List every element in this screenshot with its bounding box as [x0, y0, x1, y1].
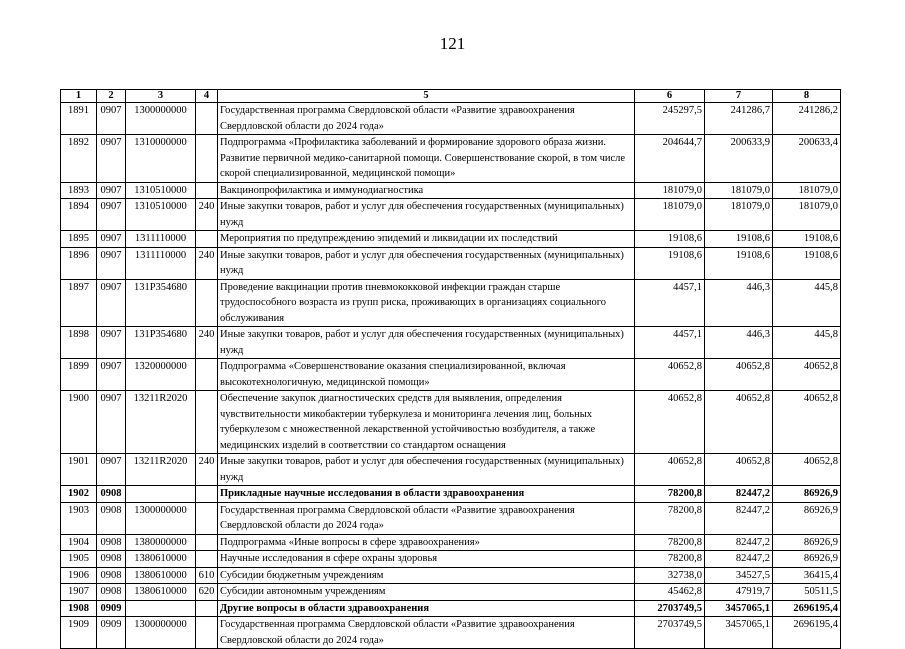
- description-cell: Иные закупки товаров, работ и услуг для обеспечения государственных (муниципальных) нужд: [218, 247, 635, 279]
- section-code-cell: 0907: [97, 454, 126, 486]
- amount-year1-cell: 204644,7: [635, 135, 705, 183]
- target-code-cell: [126, 600, 196, 617]
- expense-type-cell: 240: [196, 454, 218, 486]
- amount-year2-cell: 34527,5: [705, 567, 773, 584]
- table-row: [61, 486, 841, 503]
- section-code-cell: 0908: [97, 534, 126, 551]
- amount-year2-cell: 47919,7: [705, 584, 773, 601]
- target-code-cell: 13211R2020: [126, 454, 196, 486]
- section-code-cell: 0907: [97, 359, 126, 391]
- expense-type-cell: [196, 600, 218, 617]
- table-row: [61, 359, 841, 391]
- column-header: 7: [705, 90, 773, 103]
- table-row: [61, 617, 841, 649]
- table-row: [61, 551, 841, 568]
- column-header: 8: [773, 90, 841, 103]
- amount-year2-cell: 3457065,1: [705, 617, 773, 649]
- table-row: [61, 182, 841, 199]
- section-code-cell: 0907: [97, 199, 126, 231]
- amount-year2-cell: 40652,8: [705, 359, 773, 391]
- amount-year3-cell: 50511,5: [773, 584, 841, 601]
- column-header: 2: [97, 90, 126, 103]
- amount-year1-cell: 40652,8: [635, 359, 705, 391]
- section-code-cell: 0909: [97, 600, 126, 617]
- table-row: [61, 279, 841, 327]
- amount-year3-cell: 19108,6: [773, 231, 841, 248]
- target-code-cell: 1300000000: [126, 502, 196, 534]
- target-code-cell: 1380000000: [126, 534, 196, 551]
- amount-year2-cell: 181079,0: [705, 199, 773, 231]
- amount-year1-cell: 40652,8: [635, 391, 705, 454]
- amount-year3-cell: 36415,4: [773, 567, 841, 584]
- table-row: [61, 199, 841, 231]
- target-code-cell: 1311110000: [126, 231, 196, 248]
- amount-year1-cell: 19108,6: [635, 247, 705, 279]
- section-code-cell: 0907: [97, 135, 126, 183]
- section-code-cell: 0908: [97, 567, 126, 584]
- amount-year3-cell: 181079,0: [773, 199, 841, 231]
- section-code-cell: 0907: [97, 327, 126, 359]
- amount-year3-cell: 445,8: [773, 279, 841, 327]
- table-body: [61, 103, 841, 649]
- table-row: [61, 247, 841, 279]
- row-number-cell: 1899: [61, 359, 97, 391]
- row-number-cell: 1894: [61, 199, 97, 231]
- amount-year3-cell: 86926,9: [773, 534, 841, 551]
- amount-year3-cell: 40652,8: [773, 454, 841, 486]
- description-cell: Прикладные научные исследования в области здравоохранения: [218, 486, 635, 503]
- amount-year2-cell: 446,3: [705, 279, 773, 327]
- amount-year1-cell: 40652,8: [635, 454, 705, 486]
- target-code-cell: 1311110000: [126, 247, 196, 279]
- amount-year3-cell: 19108,6: [773, 247, 841, 279]
- expense-type-cell: 240: [196, 199, 218, 231]
- amount-year1-cell: 32738,0: [635, 567, 705, 584]
- row-number-cell: 1904: [61, 534, 97, 551]
- row-number-cell: 1895: [61, 231, 97, 248]
- table-row: [61, 534, 841, 551]
- amount-year2-cell: 82447,2: [705, 486, 773, 503]
- row-number-cell: 1902: [61, 486, 97, 503]
- expense-type-cell: [196, 135, 218, 183]
- row-number-cell: 1907: [61, 584, 97, 601]
- table-row: [61, 584, 841, 601]
- expense-type-cell: 620: [196, 584, 218, 601]
- amount-year2-cell: 19108,6: [705, 247, 773, 279]
- amount-year3-cell: 445,8: [773, 327, 841, 359]
- description-cell: Государственная программа Свердловской области «Развитие здравоохранения Свердловской области до 2024 года»: [218, 103, 635, 135]
- description-cell: Подпрограмма «Профилактика заболеваний и формирование здорового образа жизни. Развитие первичной медико-санитарной помощи. Совершенствование скорой, в том числе скорой специализированной, медицинской помощи»: [218, 135, 635, 183]
- section-code-cell: 0907: [97, 231, 126, 248]
- amount-year3-cell: 86926,9: [773, 486, 841, 503]
- table-header-row: [61, 90, 841, 103]
- description-cell: Подпрограмма «Иные вопросы в сфере здравоохранения»: [218, 534, 635, 551]
- table-row: [61, 135, 841, 183]
- table-row: [61, 600, 841, 617]
- expense-type-cell: [196, 551, 218, 568]
- description-cell: Вакцинопрофилактика и иммунодиагностика: [218, 182, 635, 199]
- expense-type-cell: 610: [196, 567, 218, 584]
- table-row: [61, 502, 841, 534]
- table-row: [61, 391, 841, 454]
- amount-year1-cell: 2703749,5: [635, 600, 705, 617]
- target-code-cell: 1310510000: [126, 199, 196, 231]
- expense-type-cell: [196, 359, 218, 391]
- amount-year3-cell: 40652,8: [773, 359, 841, 391]
- row-number-cell: 1909: [61, 617, 97, 649]
- amount-year2-cell: 82447,2: [705, 534, 773, 551]
- column-header: 3: [126, 90, 196, 103]
- amount-year2-cell: 40652,8: [705, 454, 773, 486]
- section-code-cell: 0909: [97, 617, 126, 649]
- amount-year1-cell: 181079,0: [635, 199, 705, 231]
- target-code-cell: 1310000000: [126, 135, 196, 183]
- description-cell: Субсидии автономным учреждениям: [218, 584, 635, 601]
- row-number-cell: 1908: [61, 600, 97, 617]
- table-row: [61, 103, 841, 135]
- description-cell: Иные закупки товаров, работ и услуг для обеспечения государственных (муниципальных) нужд: [218, 199, 635, 231]
- amount-year1-cell: 45462,8: [635, 584, 705, 601]
- expense-type-cell: [196, 502, 218, 534]
- section-code-cell: 0907: [97, 103, 126, 135]
- description-cell: Другие вопросы в области здравоохранения: [218, 600, 635, 617]
- description-cell: Иные закупки товаров, работ и услуг для обеспечения государственных (муниципальных) нужд: [218, 327, 635, 359]
- row-number-cell: 1891: [61, 103, 97, 135]
- row-number-cell: 1901: [61, 454, 97, 486]
- description-cell: Государственная программа Свердловской области «Развитие здравоохранения Свердловской области до 2024 года»: [218, 617, 635, 649]
- description-cell: Обеспечение закупок диагностических средств для выявления, определения чувствительности микобактерии туберкулеза и мониторинга лечения лиц, больных туберкулезом с множественной лекарственной устойчивостью возбудителя, а также медицинских изделий в соответствии со стандартом оснащения: [218, 391, 635, 454]
- row-number-cell: 1905: [61, 551, 97, 568]
- row-number-cell: 1896: [61, 247, 97, 279]
- amount-year3-cell: 2696195,4: [773, 600, 841, 617]
- amount-year3-cell: 86926,9: [773, 551, 841, 568]
- amount-year1-cell: 19108,6: [635, 231, 705, 248]
- column-header: 1: [61, 90, 97, 103]
- expense-type-cell: [196, 617, 218, 649]
- target-code-cell: 1320000000: [126, 359, 196, 391]
- target-code-cell: 1300000000: [126, 617, 196, 649]
- section-code-cell: 0907: [97, 391, 126, 454]
- amount-year3-cell: 40652,8: [773, 391, 841, 454]
- table-row: [61, 327, 841, 359]
- amount-year3-cell: 200633,4: [773, 135, 841, 183]
- target-code-cell: 131P354680: [126, 327, 196, 359]
- description-cell: Проведение вакцинации против пневмококковой инфекции граждан старше трудоспособного возраста из групп риска, проживающих в организациях социального обслуживания: [218, 279, 635, 327]
- row-number-cell: 1906: [61, 567, 97, 584]
- row-number-cell: 1900: [61, 391, 97, 454]
- amount-year1-cell: 78200,8: [635, 486, 705, 503]
- column-header: 6: [635, 90, 705, 103]
- section-code-cell: 0907: [97, 247, 126, 279]
- expense-type-cell: [196, 103, 218, 135]
- row-number-cell: 1898: [61, 327, 97, 359]
- amount-year2-cell: 241286,7: [705, 103, 773, 135]
- target-code-cell: 1310510000: [126, 182, 196, 199]
- expense-type-cell: [196, 391, 218, 454]
- target-code-cell: 1380610000: [126, 551, 196, 568]
- expense-type-cell: 240: [196, 247, 218, 279]
- description-cell: Иные закупки товаров, работ и услуг для обеспечения государственных (муниципальных) нужд: [218, 454, 635, 486]
- amount-year1-cell: 4457,1: [635, 279, 705, 327]
- target-code-cell: 13211R2020: [126, 391, 196, 454]
- column-header: 5: [218, 90, 635, 103]
- table-row: [61, 567, 841, 584]
- target-code-cell: 1300000000: [126, 103, 196, 135]
- amount-year1-cell: 78200,8: [635, 551, 705, 568]
- expense-type-cell: [196, 279, 218, 327]
- section-code-cell: 0908: [97, 551, 126, 568]
- amount-year3-cell: 241286,2: [773, 103, 841, 135]
- page-number: 121: [439, 34, 466, 53]
- amount-year3-cell: 181079,0: [773, 182, 841, 199]
- row-number-cell: 1893: [61, 182, 97, 199]
- section-code-cell: 0908: [97, 486, 126, 503]
- budget-table: [60, 89, 841, 649]
- expense-type-cell: [196, 486, 218, 503]
- amount-year1-cell: 4457,1: [635, 327, 705, 359]
- column-header: 4: [196, 90, 218, 103]
- amount-year2-cell: 446,3: [705, 327, 773, 359]
- amount-year3-cell: 86926,9: [773, 502, 841, 534]
- row-number-cell: 1897: [61, 279, 97, 327]
- table-row: [61, 454, 841, 486]
- amount-year2-cell: 82447,2: [705, 502, 773, 534]
- target-code-cell: 1380610000: [126, 567, 196, 584]
- section-code-cell: 0908: [97, 584, 126, 601]
- section-code-cell: 0908: [97, 502, 126, 534]
- amount-year2-cell: 82447,2: [705, 551, 773, 568]
- amount-year1-cell: 245297,5: [635, 103, 705, 135]
- amount-year3-cell: 2696195,4: [773, 617, 841, 649]
- amount-year2-cell: 3457065,1: [705, 600, 773, 617]
- expense-type-cell: [196, 231, 218, 248]
- table-row: [61, 231, 841, 248]
- description-cell: Субсидии бюджетным учреждениям: [218, 567, 635, 584]
- target-code-cell: [126, 486, 196, 503]
- row-number-cell: 1903: [61, 502, 97, 534]
- row-number-cell: 1892: [61, 135, 97, 183]
- amount-year2-cell: 200633,9: [705, 135, 773, 183]
- amount-year1-cell: 2703749,5: [635, 617, 705, 649]
- amount-year2-cell: 19108,6: [705, 231, 773, 248]
- section-code-cell: 0907: [97, 182, 126, 199]
- amount-year1-cell: 78200,8: [635, 502, 705, 534]
- target-code-cell: 1380610000: [126, 584, 196, 601]
- amount-year1-cell: 78200,8: [635, 534, 705, 551]
- amount-year2-cell: 181079,0: [705, 182, 773, 199]
- description-cell: Научные исследования в сфере охраны здоровья: [218, 551, 635, 568]
- expense-type-cell: 240: [196, 327, 218, 359]
- section-code-cell: 0907: [97, 279, 126, 327]
- description-cell: Мероприятия по предупреждению эпидемий и ликвидации их последствий: [218, 231, 635, 248]
- amount-year1-cell: 181079,0: [635, 182, 705, 199]
- description-cell: Подпрограмма «Совершенствование оказания специализированной, включая высокотехнологичную, медицинской помощи»: [218, 359, 635, 391]
- description-cell: Государственная программа Свердловской области «Развитие здравоохранения Свердловской области до 2024 года»: [218, 502, 635, 534]
- expense-type-cell: [196, 182, 218, 199]
- expense-type-cell: [196, 534, 218, 551]
- target-code-cell: 131P354680: [126, 279, 196, 327]
- amount-year2-cell: 40652,8: [705, 391, 773, 454]
